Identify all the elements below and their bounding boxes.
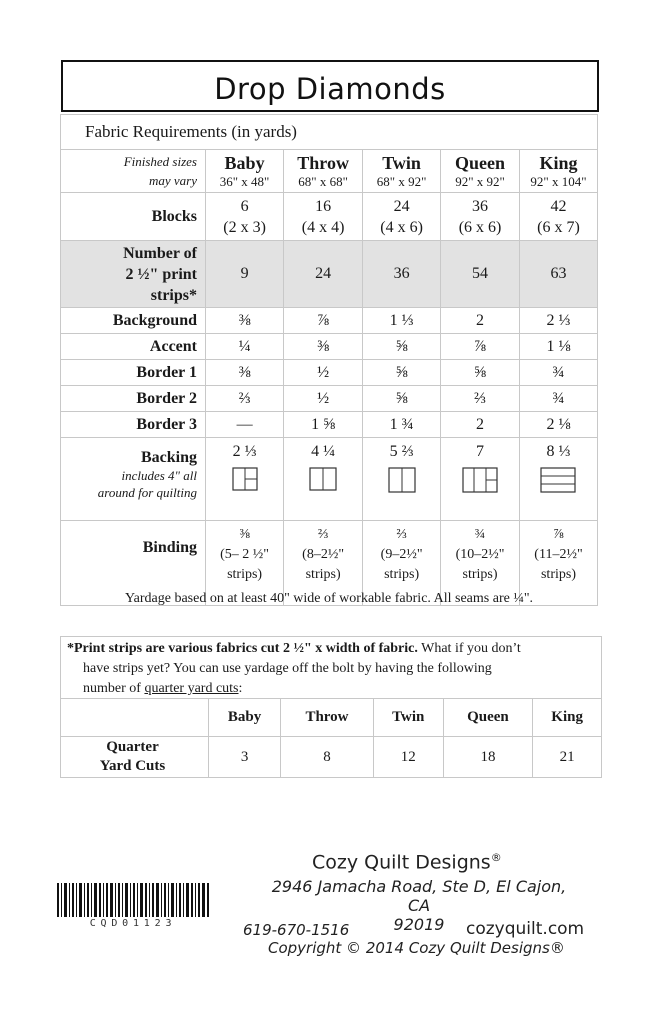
- yardage-note: Yardage based on at least 40" wide of workable fabric. All seams are ¼".: [124, 591, 534, 606]
- table-cell: ¾: [519, 360, 597, 386]
- table-cell: 2 ⅓: [519, 308, 597, 334]
- table-cell: 1 ¾: [363, 412, 441, 438]
- binding-cell: ⅜ (5– 2 ½" strips): [206, 521, 284, 606]
- table-cell: 1 ⅓: [363, 308, 441, 334]
- table-row: [61, 150, 598, 193]
- backing-diagram-icon: [232, 467, 258, 491]
- backing-cell: 4 ¼: [284, 438, 363, 521]
- table-cell: ½: [284, 386, 363, 412]
- row-label: Border 2: [61, 386, 206, 412]
- size-king: King 92" x 104": [519, 150, 597, 193]
- table-cell: —: [206, 412, 284, 438]
- strips-cell: 54: [441, 241, 520, 308]
- table-cell: ⅜: [206, 308, 284, 334]
- table-cell: ⅞: [284, 308, 363, 334]
- table-row: [61, 193, 598, 241]
- print-strips-label: Number of 2 ½" print strips*: [61, 241, 206, 308]
- binding-cell: ⅔ (8–2½" strips): [284, 521, 363, 606]
- row-label: Border 1: [61, 360, 206, 386]
- table-row: [61, 308, 598, 334]
- table-row: [61, 386, 598, 412]
- table-cell: 2: [441, 308, 520, 334]
- copyright: Copyright © 2014 Cozy Quilt Designs®: [268, 939, 565, 957]
- backing-cell: 7: [441, 438, 520, 521]
- strips-cell: 36: [363, 241, 441, 308]
- size-baby: Baby 36" x 48": [206, 150, 284, 193]
- table-caption: Fabric Requirements (in yards): [61, 115, 598, 150]
- company-address: 2946 Jamacha Road, Ste D, El Cajon, CA 92019: [271, 877, 567, 934]
- backing-label: Backing includes 4" all around for quilting: [61, 438, 206, 521]
- backing-cell: 8 ⅓: [519, 438, 597, 521]
- column-header: Queen: [443, 699, 533, 737]
- table-cell: 18: [443, 737, 533, 778]
- blocks-label: Blocks: [61, 193, 206, 241]
- strips-cell: 63: [519, 241, 597, 308]
- table-row: [61, 241, 598, 308]
- column-header: King: [533, 699, 602, 737]
- table-row: [61, 334, 598, 360]
- backing-diagram-icon: [540, 467, 576, 493]
- blocks-cell: 36 (6 x 6): [441, 193, 520, 241]
- quarter-yard-table: [60, 698, 602, 778]
- print-strips-note: *Print strips are various fabrics cut 2 ½" x width of fabric. What if you don’t have strips yet? You can use yardage off the bolt by having the following number of quarter yard cuts:: [67, 641, 521, 696]
- company-website[interactable]: cozyquilt.com: [466, 919, 585, 939]
- strips-cell: 9: [206, 241, 284, 308]
- table-cell: 2 ⅛: [519, 412, 597, 438]
- blocks-cell: 16 (4 x 4): [284, 193, 363, 241]
- backing-cell: 5 ⅔: [363, 438, 441, 521]
- table-cell: ¾: [519, 386, 597, 412]
- table-cell: 2: [441, 412, 520, 438]
- fabric-requirements-table: [60, 114, 598, 606]
- column-header: Twin: [373, 699, 443, 737]
- row-label: Border 3: [61, 412, 206, 438]
- table-row: [61, 438, 598, 521]
- row-label: Background: [61, 308, 206, 334]
- size-queen: Queen 92" x 92": [441, 150, 520, 193]
- company-name: Cozy Quilt Designs®: [312, 851, 502, 874]
- table-cell: ⅜: [206, 360, 284, 386]
- page-title: Drop Diamonds: [214, 72, 446, 106]
- quarter-yard-cuts-label: Quarter Yard Cuts: [61, 737, 209, 778]
- table-cell: 21: [533, 737, 602, 778]
- table-cell: ⅞: [441, 334, 520, 360]
- table-row: [61, 412, 598, 438]
- blocks-cell: 42 (6 x 7): [519, 193, 597, 241]
- table-row: [61, 737, 602, 778]
- finished-sizes-label: Finished sizes may vary: [61, 150, 206, 193]
- table-row: [61, 360, 598, 386]
- blocks-cell: 6 (2 x 3): [206, 193, 284, 241]
- table-cell: ⅝: [363, 334, 441, 360]
- binding-cell: ⅔ (9–2½" strips): [363, 521, 441, 606]
- table-cell: 1 ⅝: [284, 412, 363, 438]
- title-box: [61, 60, 599, 112]
- table-cell: 1 ⅛: [519, 334, 597, 360]
- company-phone: 619-670-1516: [243, 921, 350, 939]
- backing-cell: 2 ⅓: [206, 438, 284, 521]
- size-twin: Twin 68" x 92": [363, 150, 441, 193]
- column-header: Throw: [281, 699, 374, 737]
- column-header: Baby: [209, 699, 281, 737]
- empty-header-cell: [61, 699, 209, 737]
- table-row: [61, 699, 602, 737]
- binding-cell: ⅞ (11–2½" strips): [519, 521, 597, 606]
- strips-cell: 24: [284, 241, 363, 308]
- table-cell: 8: [281, 737, 374, 778]
- table-cell: ⅝: [363, 386, 441, 412]
- table-cell: ½: [284, 360, 363, 386]
- table-cell: ⅔: [441, 386, 520, 412]
- binding-cell: ¾ (10–2½" strips): [441, 521, 520, 606]
- barcode-text: CQD01123: [89, 918, 177, 929]
- table-cell: ⅔: [206, 386, 284, 412]
- backing-diagram-icon: [309, 467, 337, 491]
- table-cell: ⅝: [441, 360, 520, 386]
- table-cell: ¼: [206, 334, 284, 360]
- size-throw: Throw 68" x 68": [284, 150, 363, 193]
- backing-diagram-icon: [388, 467, 416, 493]
- backing-diagram-icon: [462, 467, 498, 493]
- table-cell: ⅜: [284, 334, 363, 360]
- binding-label: Binding: [61, 521, 206, 606]
- table-cell: ⅝: [363, 360, 441, 386]
- row-label: Accent: [61, 334, 206, 360]
- table-cell: 3: [209, 737, 281, 778]
- blocks-cell: 24 (4 x 6): [363, 193, 441, 241]
- quarter-yard-cuts-link: quarter yard cuts: [144, 681, 239, 696]
- table-cell: 12: [373, 737, 443, 778]
